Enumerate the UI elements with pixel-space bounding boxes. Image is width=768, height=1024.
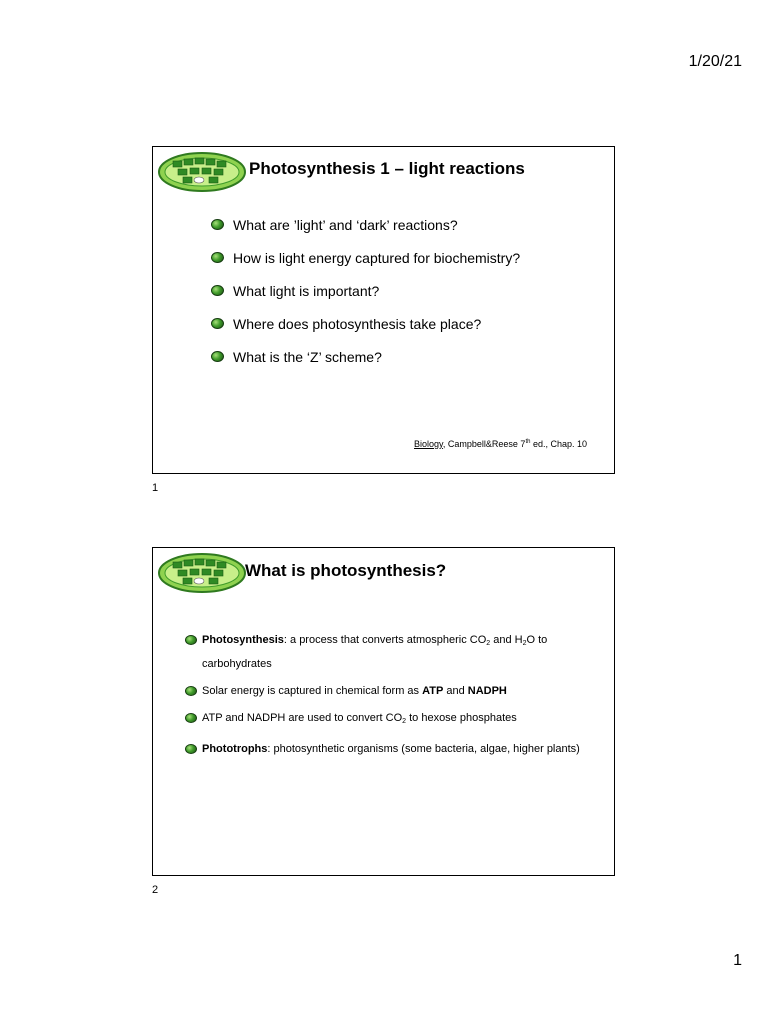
- list-item: What are ’light’ and ‘dark’ reactions?: [211, 215, 520, 248]
- chloroplast-logo-icon: [157, 552, 247, 594]
- bullet-icon: [185, 744, 197, 754]
- bullet-icon: [211, 351, 224, 362]
- bullet-icon: [211, 252, 224, 263]
- list-item: Where does photosynthesis take place?: [211, 314, 520, 347]
- list-item: Phototrophs: photosynthetic organisms (some bacteria, algae, higher plants): [185, 739, 605, 759]
- bullet-icon: [211, 219, 224, 230]
- citation: Biology, Campbell&Reese 7th ed., Chap. 10: [414, 439, 587, 449]
- bullet-icon: [185, 686, 197, 696]
- slide-1-title: Photosynthesis 1 – light reactions: [249, 159, 525, 178]
- slide-1-number: 1: [152, 482, 159, 494]
- bullet-icon: [185, 635, 197, 645]
- list-item: Photosynthesis: a process that converts atmospheric $CO_2$ and $H_2O$ to carbohydrates: [185, 630, 605, 674]
- slide-1-bullet-list: [211, 215, 520, 380]
- chloroplast-logo-icon: [157, 151, 247, 193]
- list-item: ATP and NADPH are used to convert $CO_2$ to hexose phosphates: [185, 708, 605, 732]
- list-item: Solar energy is captured in chemical form as ATP and NADPH: [185, 681, 605, 701]
- bullet-icon: [211, 285, 224, 296]
- slide-2: [152, 547, 615, 876]
- bullet-icon: [185, 713, 197, 723]
- list-item: What is the ‘Z’ scheme?: [211, 347, 520, 380]
- list-item: How is light energy captured for biochemistry?: [211, 248, 520, 281]
- page-number: 1: [733, 952, 742, 969]
- slide-2-bullet-list: [185, 630, 605, 766]
- slide-1: [152, 146, 615, 474]
- slide-2-number: 2: [152, 884, 159, 896]
- list-item: What light is important?: [211, 281, 520, 314]
- slide-2-title: What is photosynthesis?: [245, 561, 447, 580]
- handout-date: 1/20/21: [688, 53, 742, 70]
- bullet-icon: [211, 318, 224, 329]
